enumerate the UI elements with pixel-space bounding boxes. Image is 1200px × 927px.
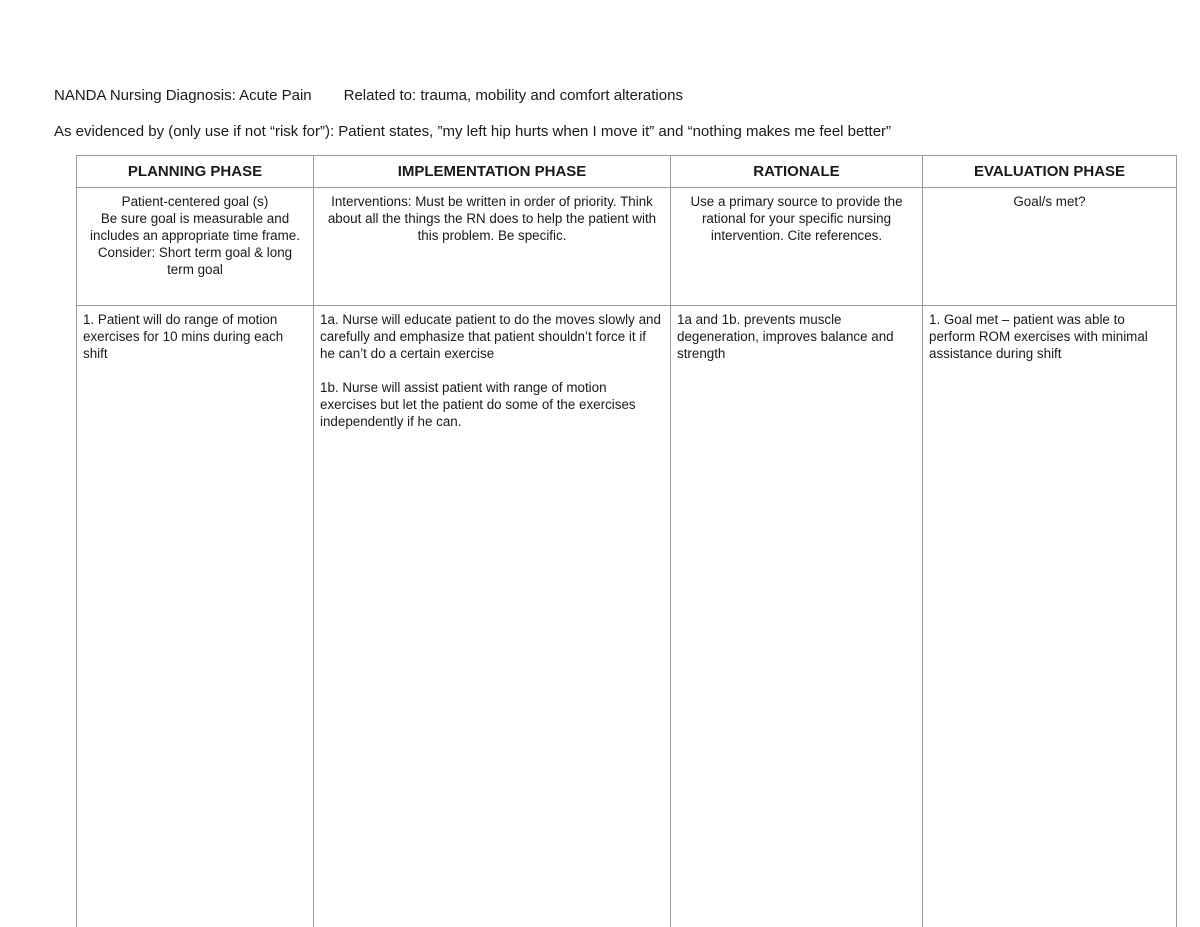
- rationale-header: RATIONALE: [671, 156, 923, 188]
- evaluation-phase-header: EVALUATION PHASE: [923, 156, 1177, 188]
- evaluation-text: 1. Goal met – patient was able to perform ROM exercises with minimal assistance during shift: [929, 312, 1148, 361]
- planning-guidance-cell: [77, 188, 314, 306]
- rationale-guidance: Use a primary source to provide the rational for your specific nursing intervention. Cite references.: [690, 194, 903, 243]
- care-plan-table: [76, 155, 1177, 927]
- rationale-text: 1a and 1b. prevents muscle degeneration, improves balance and strength: [677, 312, 894, 361]
- diagnosis-line: [54, 87, 683, 104]
- implementation-guidance-cell: [314, 188, 671, 306]
- header-row: [77, 156, 1177, 188]
- planning-guidance: Patient-centered goal (s) Be sure goal is measurable and includes an appropriate time frame. Consider: Short term goal & long term goal: [90, 194, 300, 277]
- related-to: Related to: trauma, mobility and comfort alterations: [343, 87, 683, 104]
- entry-row: [77, 306, 1177, 927]
- implementation-phase-header: IMPLEMENTATION PHASE: [314, 156, 671, 188]
- nursing-diagnosis: NANDA Nursing Diagnosis: Acute Pain: [54, 87, 312, 104]
- planning-entry-cell: [77, 306, 314, 927]
- intervention-1b: 1b. Nurse will assist patient with range of motion exercises but let the patient do some of the exercises independently if he can.: [320, 379, 636, 429]
- planning-goal: 1. Patient will do range of motion exercises for 10 mins during each shift: [83, 312, 284, 361]
- evaluation-entry-cell: [923, 306, 1177, 927]
- implementation-entry-cell: [314, 306, 671, 927]
- evaluation-guidance-cell: [923, 188, 1177, 306]
- evaluation-guidance: Goal/s met?: [1013, 194, 1086, 209]
- guidance-row: [77, 188, 1177, 306]
- intervention-1a: 1a. Nurse will educate patient to do the moves slowly and carefully and emphasize that patient shouldn’t force it if he can’t do a certain exercise: [320, 312, 661, 361]
- rationale-entry-cell: [671, 306, 923, 927]
- implementation-guidance: Interventions: Must be written in order of priority. Think about all the things the RN does to help the patient with this problem. Be specific.: [327, 194, 657, 243]
- evidence-statement: As evidenced by (only use if not “risk for”): Patient states, ”my left hip hurts when I move it” and “nothing makes me feel better”: [54, 123, 892, 140]
- rationale-guidance-cell: [671, 188, 923, 306]
- planning-phase-header: PLANNING PHASE: [77, 156, 314, 188]
